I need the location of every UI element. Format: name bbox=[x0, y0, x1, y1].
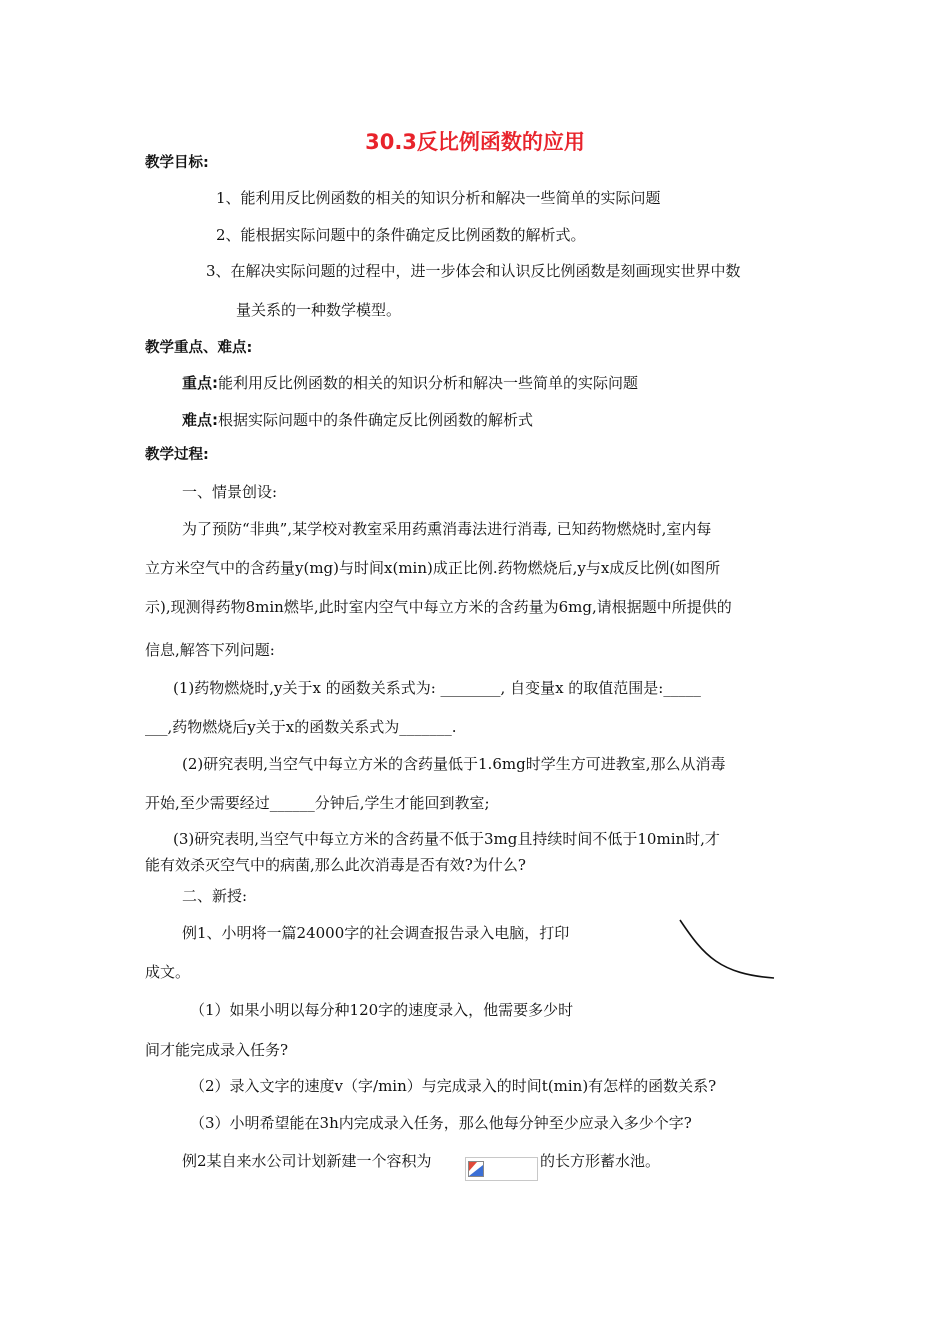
focus-line bbox=[182, 373, 638, 393]
example-1-question-1-line-2: 间才能完成录入任务? bbox=[145, 1041, 289, 1059]
difficulty-label: 难点: bbox=[182, 411, 218, 429]
difficulty-line bbox=[182, 410, 533, 430]
objective-item-3-cont: 量关系的一种数学模型。 bbox=[236, 301, 402, 319]
example-2-line-after: 的长方形蓄水池。 bbox=[540, 1152, 661, 1170]
question-3-line-2: 能有效杀灭空气中的病菌,那么此次消毒是否有效?为什么? bbox=[145, 856, 526, 874]
question-3-line-1: (3)研究表明,当空气中每立方米的含药量不低于3mg且持续时间不低于10min时,才 bbox=[173, 830, 720, 848]
example-1-line-2: 成文。 bbox=[145, 963, 191, 981]
example-1-question-2: （2）录入文字的速度v（字/min）与完成录入的时间t(min)有怎样的函数关系? bbox=[190, 1077, 717, 1095]
key-points-heading: 教学重点、难点: bbox=[145, 340, 253, 356]
example-2-line-before: 例2某自来水公司计划新建一个容积为 bbox=[182, 1152, 432, 1170]
example-1-line-1: 例1、小明将一篇24000字的社会调查报告录入电脑，打印 bbox=[182, 924, 570, 942]
question-1-line-1: (1)药物燃烧时,y关于x 的函数关系式为: ________, 自变量x 的取值范围是:_____ bbox=[173, 679, 701, 697]
broken-image-placeholder bbox=[465, 1157, 538, 1181]
process-heading: 教学过程: bbox=[145, 447, 209, 463]
difficulty-text: 根据实际问题中的条件确定反比例函数的解析式 bbox=[218, 411, 534, 429]
scenario-line-4: 信息,解答下列问题: bbox=[145, 641, 275, 659]
objective-item-1: 1、能利用反比例函数的相关的知识分析和解决一些简单的实际问题 bbox=[216, 189, 661, 207]
example-1-question-1-line-1: （1）如果小明以每分种120字的速度录入，他需要多少时 bbox=[190, 1001, 574, 1019]
objectives-heading: 教学目标: bbox=[145, 155, 209, 171]
focus-label: 重点: bbox=[182, 374, 218, 392]
page-title: 30.3反比例函数的应用 bbox=[365, 130, 585, 154]
question-2-line-2: 开始,至少需要经过______分钟后,学生才能回到教室; bbox=[145, 794, 490, 812]
question-2-line-1: (2)研究表明,当空气中每立方米的含药量低于1.6mg时学生方可进教室,那么从消毒 bbox=[182, 755, 726, 773]
objective-item-3: 3、在解决实际问题的过程中，进一步体会和认识反比例函数是刻画现实世界中数 bbox=[206, 262, 741, 280]
objective-item-2: 2、能根据实际问题中的条件确定反比例函数的解析式。 bbox=[216, 226, 586, 244]
focus-text: 能利用反比例函数的相关的知识分析和解决一些简单的实际问题 bbox=[218, 374, 639, 392]
scenario-line-1: 为了预防“非典”,某学校对教室采用药熏消毒法进行消毒, 已知药物燃烧时,室内每 bbox=[182, 520, 712, 538]
scenario-line-2: 立方米空气中的含药量y(mg)与时间x(min)成正比例.药物燃烧后,y与x成反比例(如图所 bbox=[145, 559, 721, 577]
scenario-line-3: 示),现测得药物8min燃毕,此时室内空气中每立方米的含药量为6mg,请根据题中所提供的 bbox=[145, 598, 732, 616]
question-1-line-2: ___,药物燃烧后y关于x的函数关系式为_______. bbox=[145, 718, 457, 736]
hyperbola-sketch bbox=[676, 916, 780, 986]
section1-title: 一、情景创设: bbox=[182, 483, 278, 501]
broken-image-icon bbox=[468, 1161, 484, 1177]
example-1-question-3: （3）小明希望能在3h内完成录入任务，那么他每分钟至少应录入多少个字? bbox=[190, 1114, 692, 1132]
section2-title: 二、新授: bbox=[182, 887, 248, 905]
